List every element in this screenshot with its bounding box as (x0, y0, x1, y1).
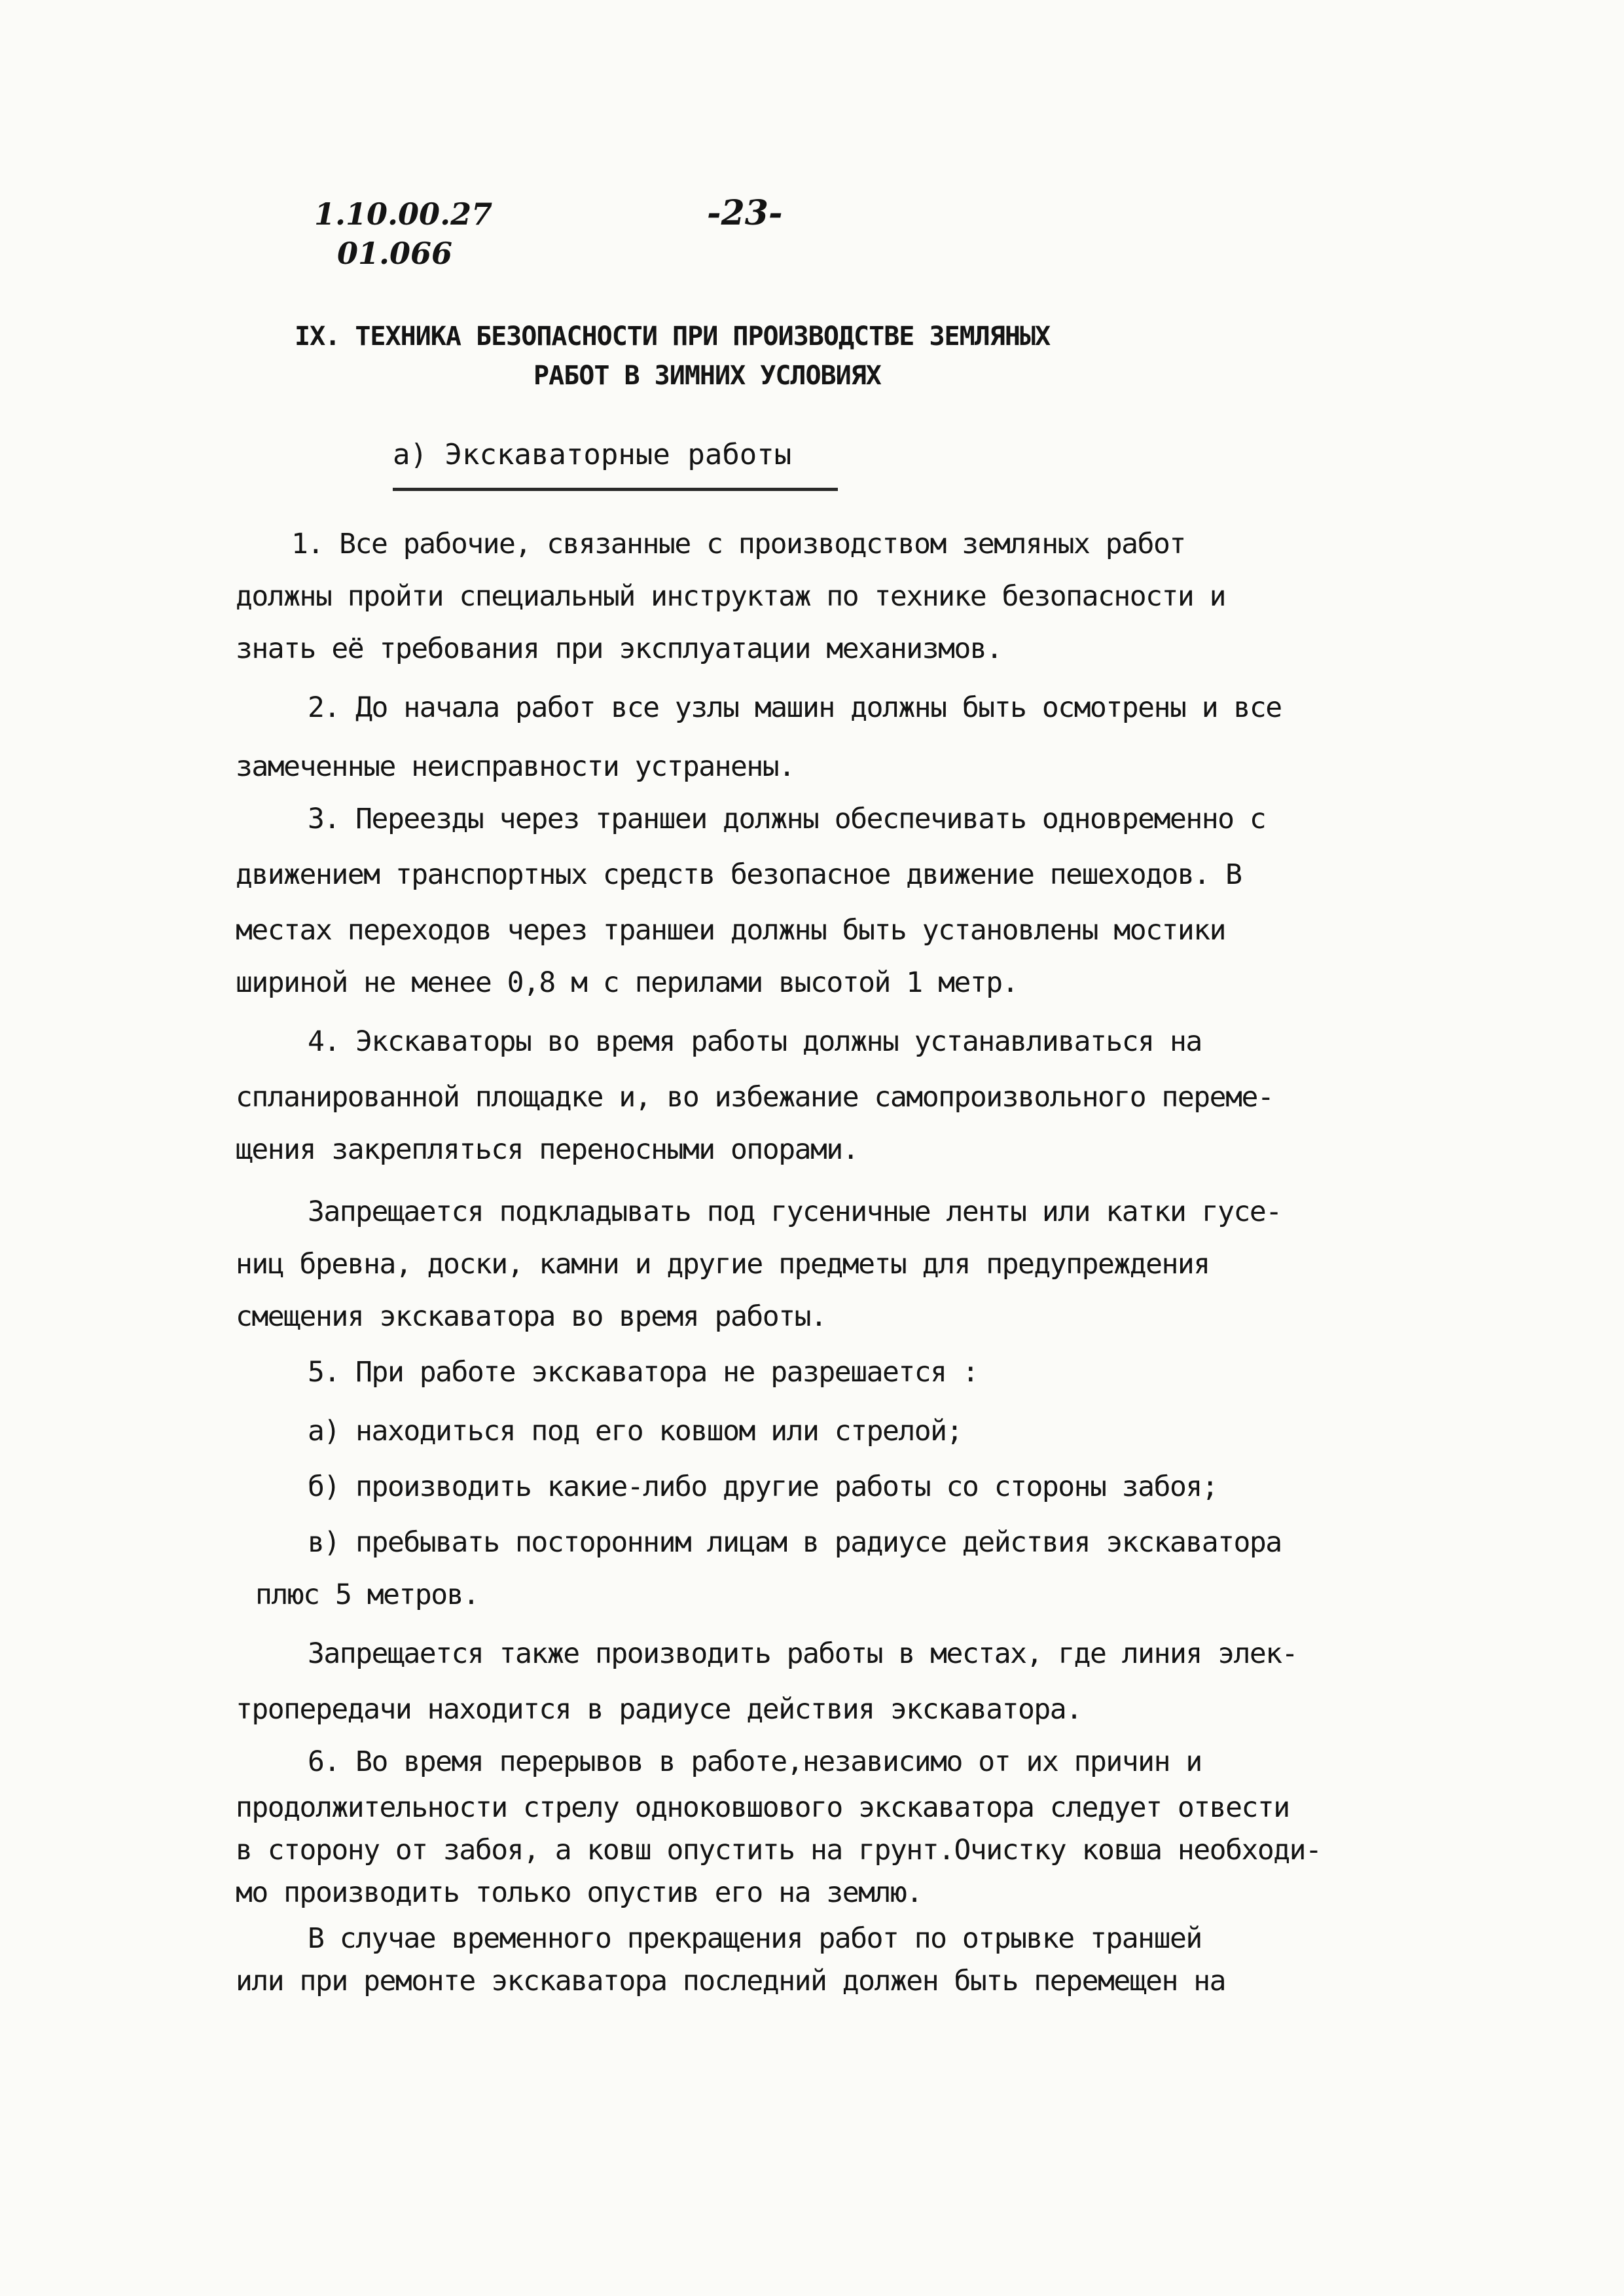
document-code: 1.10.00.27 (314, 196, 493, 232)
body-line-26: мо производить только опустив его на землю. (236, 1876, 922, 1909)
body-line-8: местах переходов через траншеи должны быть установлены мостики (236, 914, 1226, 947)
body-line-14: ниц бревна, доски, камни и другие предметы для предупреждения (236, 1248, 1210, 1281)
body-line-28: или при ремонте экскаватора последний должен быть перемещен на (236, 1965, 1226, 1997)
subsection-underline (393, 488, 838, 491)
body-line-3: знать её требования при эксплуатации механизмов. (236, 632, 1002, 665)
body-line-17: а) находиться под его ковшом или стрелой; (308, 1415, 962, 1448)
subsection-heading: а) Экскаваторные работы (393, 438, 792, 471)
body-line-2: должны пройти специальный инструктаж по технике безопасности и (236, 580, 1226, 613)
body-line-19: в) пребывать посторонним лицам в радиусе действия экскаватора (308, 1526, 1282, 1559)
body-line-1: 1. Все рабочие, связанные с производством земляных работ (291, 528, 1185, 560)
page-number: -23- (707, 193, 783, 233)
body-line-7: движением транспортных средств безопасное движение пешеходов. В (236, 858, 1242, 891)
body-line-4: 2. До начала работ все узлы машин должны быть осмотрены и все (308, 691, 1282, 724)
document-code-secondary: 01.066 (337, 236, 453, 271)
body-line-11: спланированной площадке и, во избежание самопроизвольного переме- (236, 1081, 1274, 1114)
section-title-line-2: РАБОТ В ЗИМНИХ УСЛОВИЯХ (533, 361, 881, 391)
body-line-15: смещения экскаватора во время работы. (236, 1300, 827, 1333)
body-line-13: Запрещается подкладывать под гусеничные ленты или катки гусе- (308, 1195, 1282, 1228)
body-line-5: замеченные неисправности устранены. (236, 750, 795, 783)
body-line-10: 4. Экскаваторы во время работы должны устанавливаться на (308, 1025, 1202, 1058)
body-line-9: шириной не менее 0,8 м с перилами высотой 1 метр. (236, 966, 1019, 999)
body-line-21: Запрещается также производить работы в местах, где линия элек- (308, 1637, 1298, 1670)
body-line-6: 3. Переезды через траншеи должны обеспечивать одновременно с (308, 803, 1266, 835)
body-line-20: плюс 5 метров. (255, 1578, 479, 1611)
body-line-12: щения закрепляться переносными опорами. (236, 1133, 859, 1166)
body-line-24: продолжительности стрелу одноковшового экскаватора следует отвести (236, 1791, 1290, 1824)
body-line-25: в сторону от забоя, а ковш опустить на грунт.Очистку ковша необходи- (236, 1834, 1322, 1867)
body-line-23: 6. Во время перерывов в работе,независимо от их причин и (308, 1745, 1202, 1778)
body-line-18: б) производить какие-либо другие работы со стороны забоя; (308, 1470, 1218, 1503)
body-line-27: В случае временного прекращения работ по отрывке траншей (308, 1922, 1202, 1955)
body-line-22: тропередачи находится в радиусе действия экскаватора. (236, 1693, 1082, 1726)
body-line-16: 5. При работе экскаватора не разрешается : (308, 1356, 979, 1389)
section-title-line-1: IX. ТЕХНИКА БЕЗОПАСНОСТИ ПРИ ПРОИЗВОДСТВЕ ЗЕМЛЯНЫХ (295, 321, 1051, 352)
